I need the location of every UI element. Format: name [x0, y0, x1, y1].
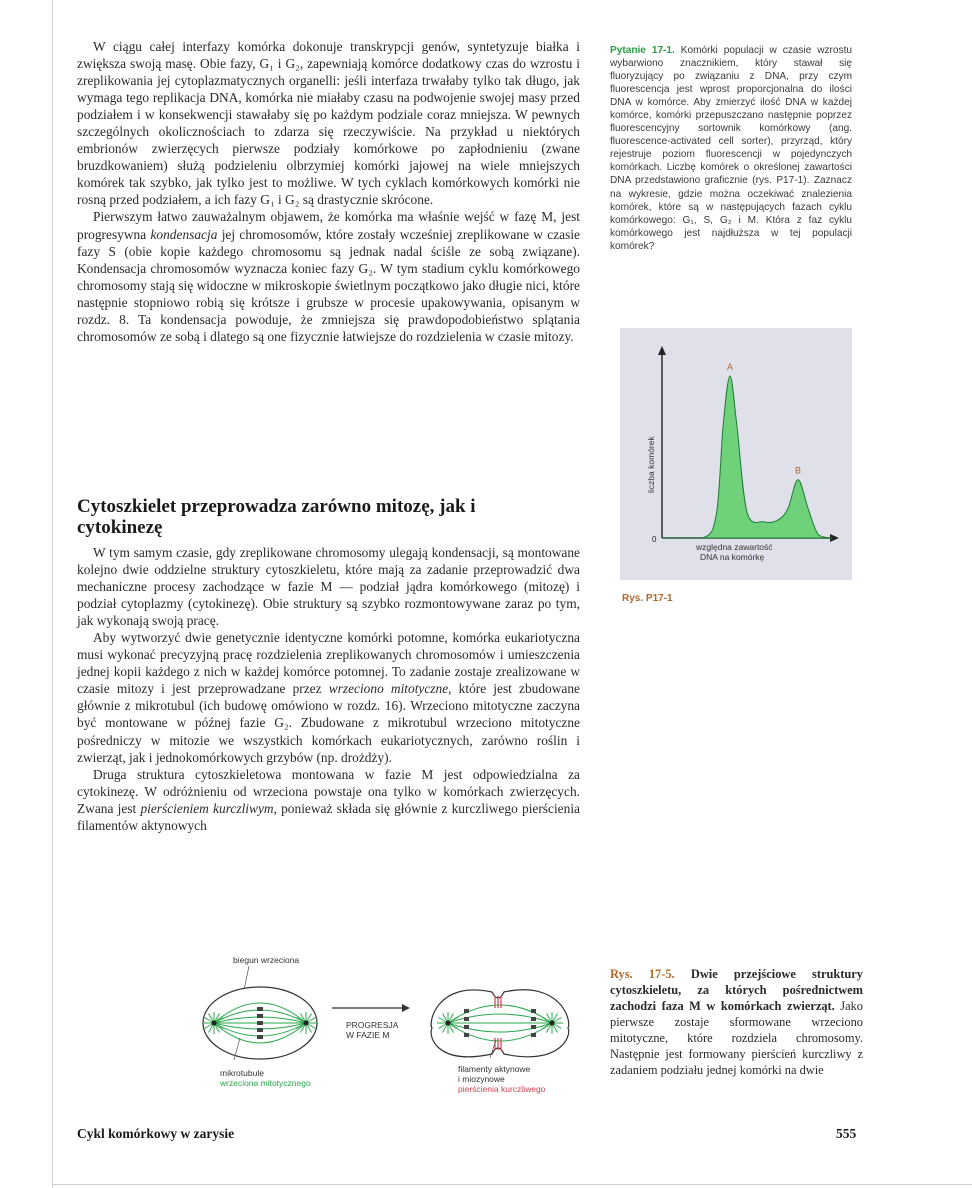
question-text [610, 44, 852, 253]
chromosome [257, 1035, 263, 1039]
x-axis-label: względna zawartość [696, 542, 773, 552]
label-microtubules: mikrotubule [220, 1068, 264, 1078]
caption-title: Dwie przejściowe struktury cytoszkieletu, za których pośrednictwem zachodzi faza M w komórkach zwierząt. [610, 967, 863, 1013]
paragraph-2-part-a: Pierwszym łatwo zauważalnym objawem, że komórka ma właśnie wejść w fazę M, jest progresywna [77, 209, 580, 242]
paragraph-4 [77, 629, 580, 765]
chromosome [257, 1021, 263, 1025]
section-heading: Cytoszkielet przeprowadza zarówno mitozę, jak i cytokinezę [77, 496, 476, 538]
progress-arrow-head [402, 1004, 410, 1012]
paragraph-4-part-a: Aby wytworzyć dwie genetycznie identyczne komórki potomne, komórka eukariotyczna musi wykonać precyzyjną pracę rozdzielenia zreplikowanych chromosomów i umieszczenia jednej kopii każdego z nich w każdej komórce potomnej. To zadanie zostaje zrealizowane w czasie mitozy i jest przeprowadzane przez [77, 630, 580, 697]
paragraph-3: W tym samym czasie, gdy zreplikowane chromosomy ulegają kondensacji, są montowane kolejno dwie oddzielne struktury cytoszkieletu, które mają za zadanie przeprowadzić dwa mechaniczne procesy zachodzące w fazie M — podział jądra komórkowego (mitozę) i podział cytoplazmy (cytokinezę). Obie struktury są szybko rozmontowywane zaraz po tym, jak wykonają swoją pracę. [77, 545, 580, 629]
label-spindle-pole: biegun wrzeciona [233, 955, 300, 965]
label-progression: PROGRESJA [346, 1020, 399, 1030]
figure-caption [610, 966, 863, 1078]
spindle-pole [446, 1021, 451, 1026]
label-progression-2: W FAZIE M [346, 1030, 390, 1040]
term-kondensacja: kondensacja [150, 226, 218, 242]
question-box [610, 44, 852, 253]
paragraph-2 [77, 208, 580, 344]
mitosis-diagram [196, 950, 586, 1100]
question-label: Pytanie 17-1. [610, 45, 675, 56]
left-margin-rule [52, 0, 53, 1188]
spindle-pole [212, 1021, 217, 1026]
cell-spindle [203, 987, 317, 1059]
bleed-through-text [800, 624, 806, 651]
label-filaments: filamenty aktynowe [458, 1064, 531, 1074]
main-column-bottom [77, 544, 580, 834]
caption-text: Jako pierwsze zostaje sformowane wrzeciono mitotyczne, które rozdziela chromosomy. Następnie jest formowany pierścień kurczliwy z zadaniem podziału jednej komórki na dwie [610, 999, 863, 1077]
chromosome [464, 1017, 469, 1021]
chromosome [531, 1017, 536, 1021]
chart-panel [620, 328, 852, 580]
label-contractile-ring: pierścienia kurczliwego [458, 1084, 546, 1094]
dna-content-chart [620, 328, 852, 580]
chromosome [531, 1033, 536, 1037]
chromosome [531, 1009, 536, 1013]
chromosome [257, 1028, 263, 1032]
term-pierscien: pierścieniem kurczliwym [140, 800, 274, 816]
spindle-pole [550, 1021, 555, 1026]
chromosome [464, 1033, 469, 1037]
y-axis-arrow [658, 346, 666, 355]
chromosome [257, 1007, 263, 1011]
label-filaments-2: i miozynowe [458, 1074, 505, 1084]
x-tick-label: 0 [652, 535, 657, 544]
y-axis-label: liczba komórek [646, 436, 656, 493]
chromosome [531, 1025, 536, 1029]
term-wrzeciono: wrzeciono mitotyczne [328, 681, 449, 697]
peak-label-a: A [727, 362, 734, 372]
paragraph-5-part-a: Druga struktura cytoszkieletowa montowana w fazie M jest odpowiedzialna za cytokinezę. W odróżnieniu od wrzeciona powstaje ona tylko w komórkach zwierzęcych. Zwana jest [77, 766, 580, 816]
caption-label: Rys. 17-5. [610, 967, 675, 981]
bottom-margin-rule [52, 1184, 972, 1185]
data-series-area [662, 376, 832, 538]
label-spindle: wrzeciona mitotycznego [220, 1078, 311, 1088]
chromosome [464, 1025, 469, 1029]
paragraph-5 [77, 766, 580, 834]
question-body: Komórki populacji w czasie wzrostu wybarwiono znacznikiem, który stawał się fluoryzujący po związaniu z DNA, przy czym fluorescencja jest wprost proporcjonalna do ilości DNA w komórce. Aby zmierzyć ilość DNA w każdej komórce, komórki przepuszczano następnie poprzez fluorescencyjny sortownik komórkowy (ang. fluorescence-activated cell sorter), przyrząd, który rejestruje poziom fluorescencji w pojedynczych komórkach. Liczbę komórek o określonej zawartości DNA przedstawiono graficznie (rys. P17-1). Zaznacz na wykresie, gdzie można oczekiwać znalezienia komórek, które są w następujących fazach cyklu komórkowego: G₁, S, G₂ i M. Która z faz cyklu komórkowego jest najdłuższa w tej populacji komórek? [610, 45, 853, 252]
cell-dividing [431, 990, 569, 1057]
chromosome [257, 1014, 263, 1018]
main-column-top [77, 38, 580, 345]
peak-label-b: B [795, 465, 802, 476]
paragraph-5-part-b: , ponieważ składa się głównie z kurczliwego pierścienia filamentów aktynowych [77, 800, 580, 833]
running-footer-title: Cykl komórkowy w zarysie [77, 1126, 235, 1141]
paragraph-2-part-b: jej chromosomów, które zostały wcześniej zreplikowane w czasie fazy S (obie kopie każdego chromosomu są jednak nadal ściśle ze sobą związane). Kondensacja chromosomów wyznacza koniec fazy G₂. W tym stadium cyklu komórkowego chromosomy stają się widoczne w mikroskopie świetlnym początkowo jako długie nici, które następnie stopniowo robią się krótsze i grubsze w procesie upakowywania, opisanym w rozdz. 8. Ta kondensacja powoduje, że zmniejsza się prawdopodobieństwo splątania chromosomów ze sobą i dlatego są one fizycznie łatwiejsze do rozdzielenia w czasie mitozy. [77, 226, 580, 344]
paragraph-1: W ciągu całej interfazy komórka dokonuje transkrypcji genów, syntetyzuje białka i zwiększa swoją masę. Obie fazy, G₁ i G₂, zapewniają komórce dodatkowy czas do wzrostu i zreplikowania jej cytoplazmatycznych organelli: jeśli interfaza trwałaby tylko tak długo, jak wymaga tego replikacja DNA, komórka nie miałaby czasu na podwojenie swojej masy przed podziałem i w konsekwencji stawałaby się po każdym podziale coraz mniejsza. W pewnych szczególnych okolicznościach to zdarza się rzeczywiście. Na przykład u niektórych embrionów zwierzęcych pierwsze podziały komórkowe po zapłodnieniu (zwane bruzdkowaniem) służą podzieleniu olbrzymiej komórki jajowej na wiele mniejszych komórek tak szybko, jak tylko jest to możliwe. W tych cyklach komórkowych komórki nie rosną przed podziałem, a ich fazy G₁ i G₂ są drastycznie skrócone. [77, 39, 580, 208]
chart-figure-label: Rys. P17-1 [622, 593, 673, 604]
chromosome [464, 1009, 469, 1013]
paragraph-4-part-b: , które jest zbudowane głównie z mikrotubul (ich budowę omówiono w rozdz. 16). Wrzeciono mitotyczne zaczyna być montowane w późnej fazie G₂. Zbudowane z mikrotubul wrzeciono mitotyczne pośredniczy w mitozie we wszystkich komórkach eukariotycznych, zarówno roślin i zwierząt, jak i jednokomórkowych grzybów (np. drożdży). [77, 681, 580, 765]
spindle-pole [304, 1021, 309, 1026]
x-axis-label-line-2: DNA na komórkę [700, 552, 765, 562]
page-number: 555 [836, 1126, 857, 1141]
